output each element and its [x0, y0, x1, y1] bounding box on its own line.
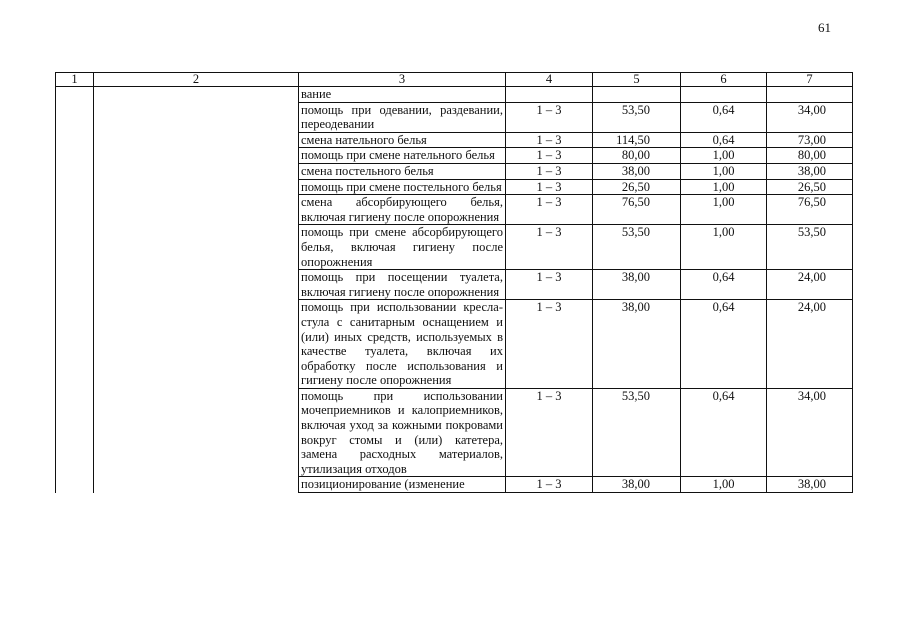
total-cell: 24,00 [767, 300, 853, 389]
price-cell: 38,00 [593, 477, 681, 493]
services-table [55, 72, 853, 493]
empty-cell-col1 [56, 87, 94, 493]
level-cell: 1 – 3 [506, 148, 593, 164]
column-header-7: 7 [767, 73, 853, 87]
price-cell: 114,50 [593, 132, 681, 148]
column-header-4: 4 [506, 73, 593, 87]
service-name-cell: помощь при одевании, раздевании, переодевании [299, 102, 506, 132]
total-cell: 34,00 [767, 388, 853, 477]
level-cell [506, 87, 593, 103]
coefficient-cell: 1,00 [681, 179, 767, 195]
total-cell: 73,00 [767, 132, 853, 148]
level-cell: 1 – 3 [506, 477, 593, 493]
coefficient-cell: 0,64 [681, 388, 767, 477]
price-cell: 26,50 [593, 179, 681, 195]
column-header-1: 1 [56, 73, 94, 87]
level-cell: 1 – 3 [506, 179, 593, 195]
service-name-cell: вание [299, 87, 506, 103]
service-name-cell: помощь при смене абсорбирующего белья, включая гигиену после опорожнения [299, 225, 506, 270]
service-name-cell: смена абсорбирующего белья, включая гигиену после опорожнения [299, 195, 506, 225]
level-cell: 1 – 3 [506, 225, 593, 270]
coefficient-cell: 0,64 [681, 270, 767, 300]
service-name-cell: смена нательного белья [299, 132, 506, 148]
price-cell: 80,00 [593, 148, 681, 164]
service-name-cell: позиционирование (изменение [299, 477, 506, 493]
level-cell: 1 – 3 [506, 102, 593, 132]
coefficient-cell: 1,00 [681, 225, 767, 270]
level-cell: 1 – 3 [506, 300, 593, 389]
price-cell: 53,50 [593, 102, 681, 132]
service-name-cell: помощь при смене постельного белья [299, 179, 506, 195]
table-row [56, 87, 853, 103]
level-cell: 1 – 3 [506, 132, 593, 148]
total-cell: 53,50 [767, 225, 853, 270]
coefficient-cell: 0,64 [681, 300, 767, 389]
column-header-3: 3 [299, 73, 506, 87]
level-cell: 1 – 3 [506, 270, 593, 300]
price-cell: 76,50 [593, 195, 681, 225]
coefficient-cell: 1,00 [681, 163, 767, 179]
service-name-cell: смена постельного белья [299, 163, 506, 179]
coefficient-cell: 0,64 [681, 132, 767, 148]
price-cell: 53,50 [593, 225, 681, 270]
total-cell: 76,50 [767, 195, 853, 225]
coefficient-cell: 1,00 [681, 195, 767, 225]
total-cell: 80,00 [767, 148, 853, 164]
price-cell: 53,50 [593, 388, 681, 477]
column-header-6: 6 [681, 73, 767, 87]
price-cell: 38,00 [593, 300, 681, 389]
page-number: 61 [818, 20, 831, 35]
service-name-cell: помощь при посещении туалета, включая гигиену после опорожнения [299, 270, 506, 300]
level-cell: 1 – 3 [506, 163, 593, 179]
total-cell: 24,00 [767, 270, 853, 300]
total-cell [767, 87, 853, 103]
header-row [56, 73, 853, 87]
service-name-cell: помощь при использовании мочеприемников и калоприемников, включая уход за кожными покровами вокруг стомы и (или) катетера, замена расходных материалов, утилизация отходов [299, 388, 506, 477]
empty-cell-col2 [94, 87, 299, 493]
total-cell: 38,00 [767, 163, 853, 179]
price-cell [593, 87, 681, 103]
level-cell: 1 – 3 [506, 388, 593, 477]
total-cell: 38,00 [767, 477, 853, 493]
coefficient-cell: 1,00 [681, 477, 767, 493]
service-name-cell: помощь при смене нательного белья [299, 148, 506, 164]
coefficient-cell: 1,00 [681, 148, 767, 164]
price-cell: 38,00 [593, 270, 681, 300]
coefficient-cell: 0,64 [681, 102, 767, 132]
total-cell: 34,00 [767, 102, 853, 132]
table-body [56, 87, 853, 493]
service-name-cell: помощь при использовании кресла-стула с санитарным оснащением и (или) иных средств, используемых в качестве туалета, включая их обработку после использования и гигиену после опорожнения [299, 300, 506, 389]
column-header-5: 5 [593, 73, 681, 87]
level-cell: 1 – 3 [506, 195, 593, 225]
total-cell: 26,50 [767, 179, 853, 195]
coefficient-cell [681, 87, 767, 103]
column-header-2: 2 [94, 73, 299, 87]
price-cell: 38,00 [593, 163, 681, 179]
